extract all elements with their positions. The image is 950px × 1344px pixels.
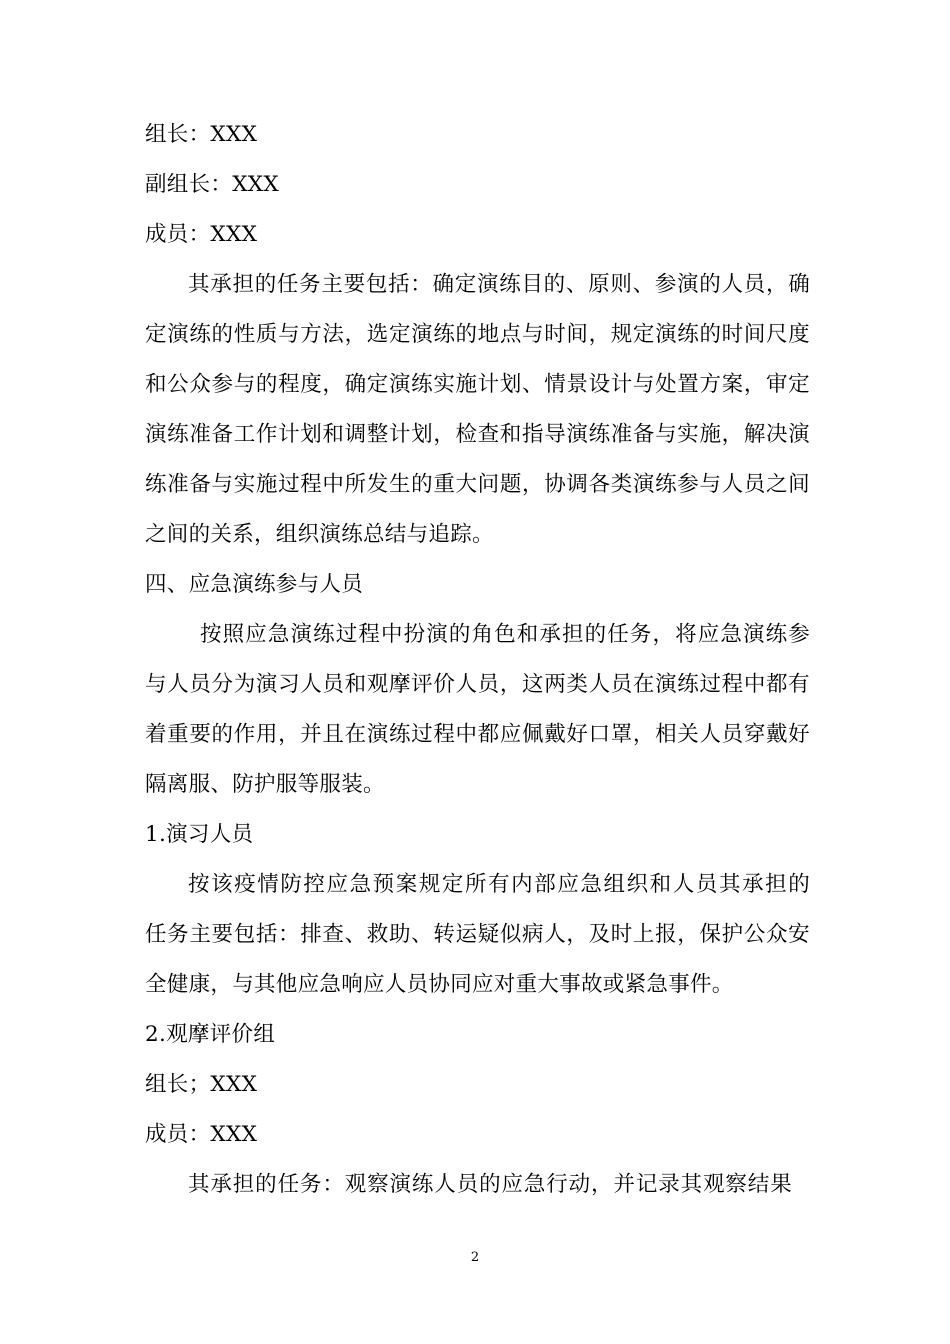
paragraph-line: 演练准备工作计划和调整计划，检查和指导演练准备与实施，解决演 <box>145 422 810 447</box>
paragraph-line: 其承担的任务主要包括：确定演练目的、原则、参演的人员，确 <box>188 272 810 297</box>
paragraph-line: 之间的关系，组织演练总结与追踪。 <box>145 522 494 547</box>
subsection-heading: 2.观摩评价组 <box>145 1022 276 1047</box>
paragraph-line: 与人员分为演习人员和观摩评价人员，这两类人员在演练过程中都有 <box>145 672 810 697</box>
members-line: 成员：XXX <box>145 1122 258 1147</box>
paragraph-line: 其承担的任务：观察演练人员的应急行动，并记录其观察结果 <box>188 1172 792 1197</box>
paragraph-line: 全健康，与其他应急响应人员协同应对重大事故或紧急事件。 <box>145 972 734 997</box>
paragraph-line: 定演练的性质与方法，选定演练的地点与时间，规定演练的时间尺度 <box>145 322 810 347</box>
deputy-leader-line: 副组长：XXX <box>145 172 280 197</box>
paragraph-line: 按该疫情防控应急预案规定所有内部应急组织和人员其承担的 <box>188 872 810 897</box>
page-number: 2 <box>470 1250 480 1265</box>
paragraph-line: 任务主要包括：排查、救助、转运疑似病人，及时上报，保护公众安 <box>145 922 810 947</box>
paragraph-line: 着重要的作用，并且在演练过程中都应佩戴好口罩，相关人员穿戴好 <box>145 722 810 747</box>
leader-line: 组长：XXX <box>145 122 258 147</box>
leader-line: 组长；XXX <box>145 1072 258 1097</box>
paragraph-line: 练准备与实施过程中所发生的重大问题，协调各类演练参与人员之间 <box>145 472 810 497</box>
paragraph-line: 按照应急演练过程中扮演的角色和承担的任务，将应急演练参 <box>200 622 810 647</box>
members-line: 成员：XXX <box>145 222 258 247</box>
paragraph-line: 隔离服、防护服等服装。 <box>145 772 385 797</box>
subsection-heading: 1.演习人员 <box>145 822 254 847</box>
section-heading: 四、应急演练参与人员 <box>145 572 364 597</box>
paragraph-line: 和公众参与的程度，确定演练实施计划、情景设计与处置方案，审定 <box>145 372 810 397</box>
